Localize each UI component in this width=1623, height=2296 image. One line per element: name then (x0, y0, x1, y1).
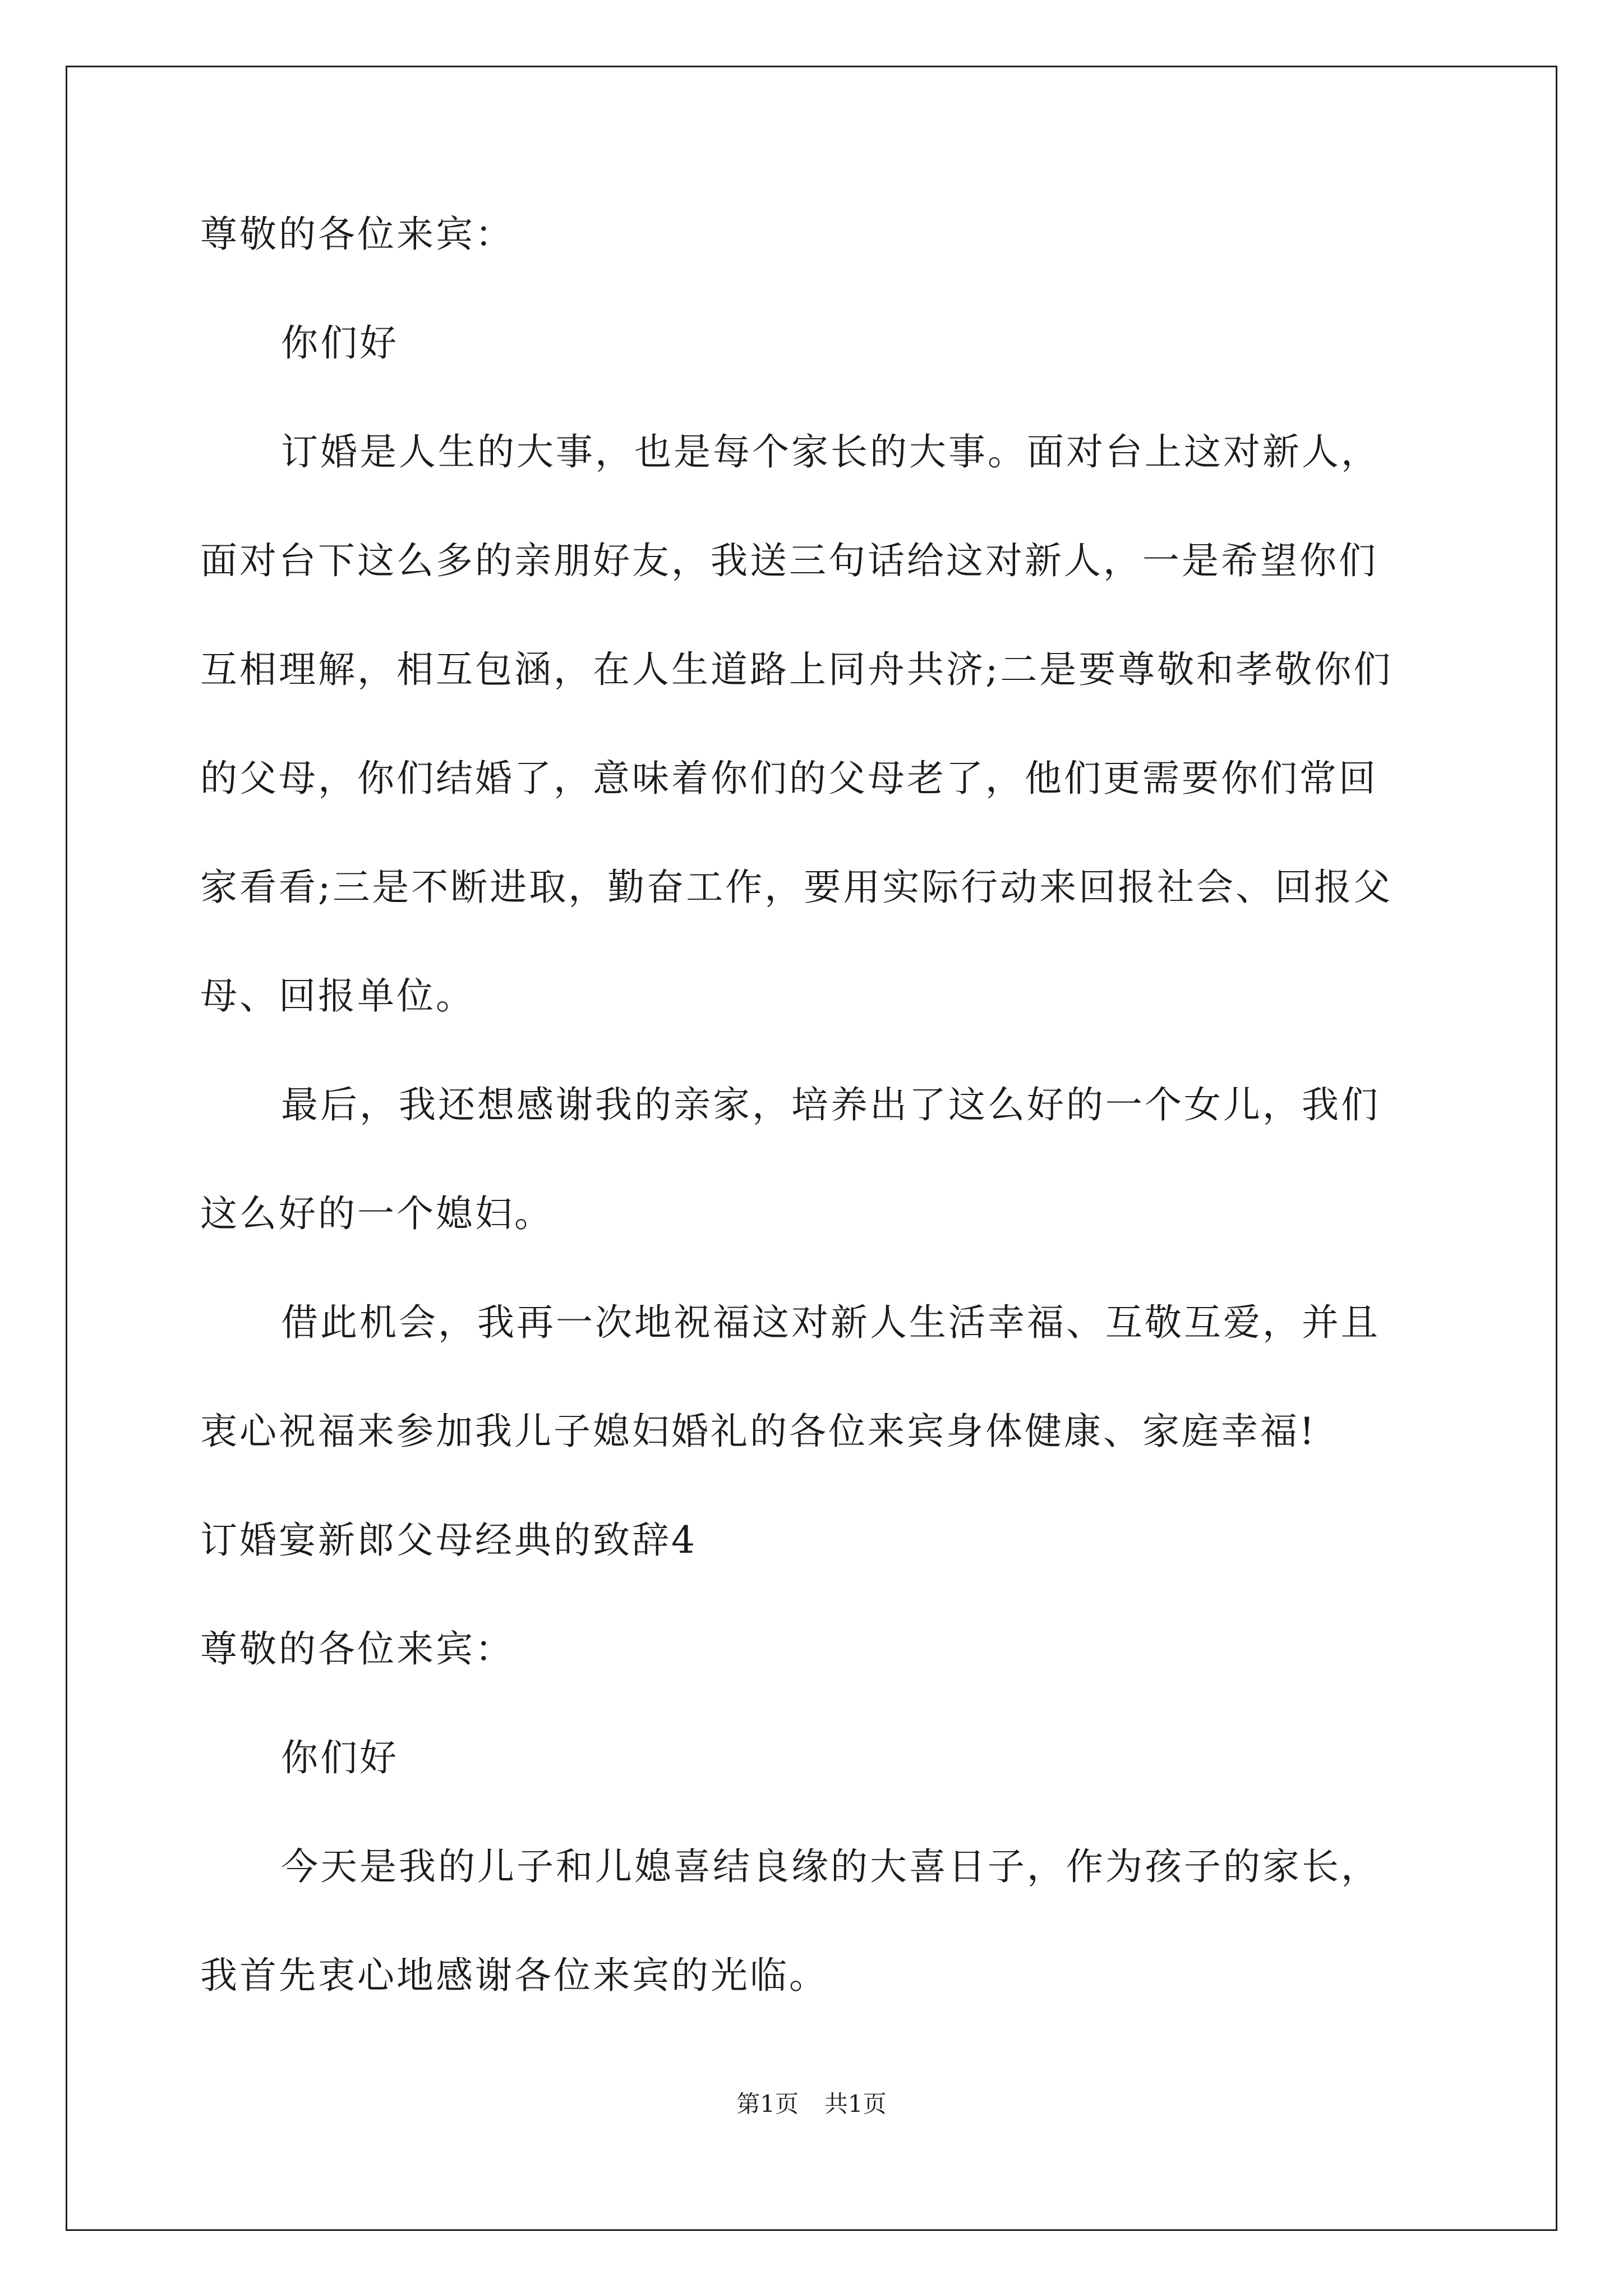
paragraph-line: 最后，我还想感谢我的亲家，培养出了这么好的一个女儿，我们 (281, 1083, 1380, 1126)
paragraph-line: 订婚是人生的大事，也是每个家长的大事。面对台上这对新人， (281, 430, 1380, 473)
document-body (200, 213, 1434, 2066)
paragraph-line: 家看看;三是不断进取，勤奋工作，要用实际行动来回报社会、回报父 (200, 866, 1393, 909)
paragraph-line: 今天是我的儿子和儿媳喜结良缘的大喜日子，作为孩子的家长， (281, 1845, 1380, 1888)
section-heading: 订婚宴新郎父母经典的致辞4 (200, 1519, 697, 1562)
paragraph-line: 衷心祝福来参加我儿子媳妇婚礼的各位来宾身体健康、家庭幸福! (200, 1410, 1317, 1453)
page-number: 第1页 (736, 2090, 799, 2118)
paragraph-line: 的父母，你们结婚了，意味着你们的父母老了，他们更需要你们常回 (200, 757, 1378, 800)
greeting: 你们好 (281, 1736, 399, 1779)
paragraph-line: 母、回报单位。 (200, 974, 475, 1018)
salutation: 尊敬的各位来宾： (200, 1627, 514, 1671)
paragraph-line: 我首先衷心地感谢各位来宾的光临。 (200, 1954, 828, 1997)
paragraph-line: 借此机会，我再一次地祝福这对新人生活幸福、互敬互爱，并且 (281, 1301, 1380, 1344)
salutation: 尊敬的各位来宾： (200, 213, 514, 256)
greeting: 你们好 (281, 321, 399, 365)
page-footer (0, 2091, 1623, 2117)
paragraph-line: 这么好的一个媳妇。 (200, 1192, 554, 1235)
page-total: 共1页 (824, 2090, 887, 2118)
paragraph-line: 互相理解，相互包涵，在人生道路上同舟共济;二是要尊敬和孝敬你们 (200, 648, 1393, 691)
paragraph-line: 面对台下这么多的亲朋好友，我送三句话给这对新人，一是希望你们 (200, 539, 1378, 582)
